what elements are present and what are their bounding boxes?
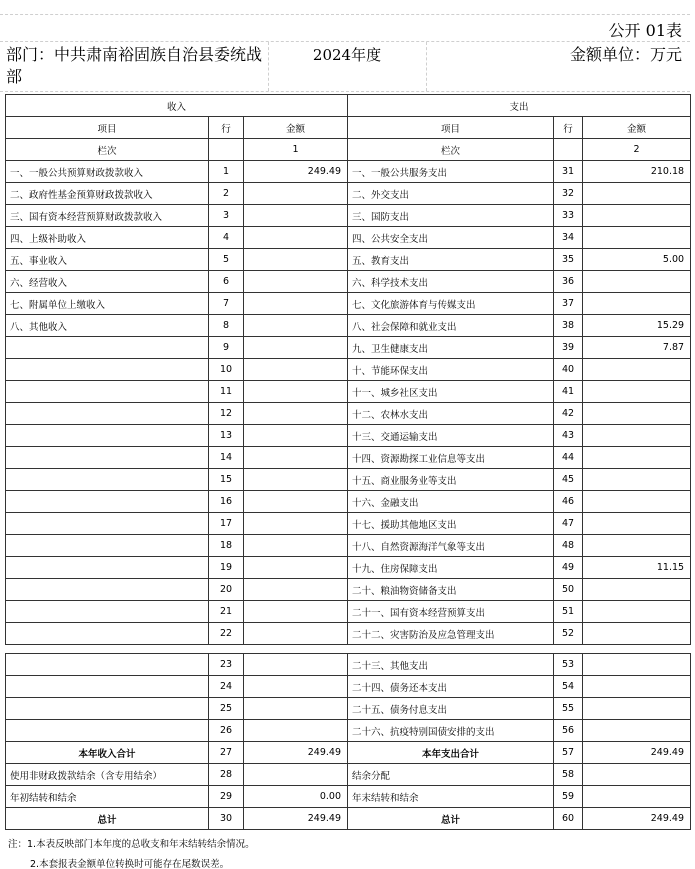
expense-amount: 249.49 xyxy=(583,742,691,764)
expense-item-name: 九、卫生健康支出 xyxy=(348,337,554,359)
expense-line-no: 52 xyxy=(554,623,583,645)
expense-amount xyxy=(583,654,691,676)
table-row xyxy=(6,161,691,183)
expense-amount: 249.49 xyxy=(583,808,691,830)
expense-item-name: 二十五、债务付息支出 xyxy=(348,698,554,720)
income-amount xyxy=(244,469,348,491)
income-item-name: 六、经营收入 xyxy=(6,271,209,293)
table-row xyxy=(6,293,691,315)
expense-amount: 15.29 xyxy=(583,315,691,337)
income-amount xyxy=(244,491,348,513)
table-row xyxy=(6,742,691,764)
income-item-name xyxy=(6,381,209,403)
note-2: 2.本套报表金额单位转换时可能存在尾数误差。 xyxy=(30,859,230,869)
income-item-name: 四、上级补助收入 xyxy=(6,227,209,249)
expense-column-no-label: 栏次 xyxy=(348,139,554,161)
income-amount xyxy=(244,623,348,645)
expense-line-no: 33 xyxy=(554,205,583,227)
income-item-name xyxy=(6,359,209,381)
table-row xyxy=(6,654,691,676)
expense-amount xyxy=(583,403,691,425)
form-code: 公开 01表 xyxy=(608,21,682,40)
expense-line-no: 50 xyxy=(554,579,583,601)
expense-line-no: 53 xyxy=(554,654,583,676)
income-line-no: 28 xyxy=(209,764,244,786)
income-line-no: 7 xyxy=(209,293,244,315)
expense-item-name: 二十四、债务还本支出 xyxy=(348,676,554,698)
expense-line-no: 44 xyxy=(554,447,583,469)
income-line-no: 14 xyxy=(209,447,244,469)
expense-line-header: 行 xyxy=(554,117,583,139)
income-amount xyxy=(244,227,348,249)
income-line-no: 25 xyxy=(209,698,244,720)
table-row xyxy=(6,698,691,720)
department-label: 部门：中共肃南裕固族自治县委统战部 xyxy=(6,45,263,86)
expense-amount xyxy=(583,579,691,601)
income-amount: 249.49 xyxy=(244,808,348,830)
expense-item-name: 总计 xyxy=(348,808,554,830)
income-amount xyxy=(244,205,348,227)
income-item-name xyxy=(6,557,209,579)
expense-line-no: 57 xyxy=(554,742,583,764)
expense-line-no: 42 xyxy=(554,403,583,425)
table-row xyxy=(6,469,691,491)
expense-item-name: 二十一、国有资本经营预算支出 xyxy=(348,601,554,623)
expense-line-no: 60 xyxy=(554,808,583,830)
income-item-name: 使用非财政拨款结余（含专用结余） xyxy=(6,764,209,786)
income-line-no: 3 xyxy=(209,205,244,227)
income-item-name xyxy=(6,601,209,623)
income-item-name: 二、政府性基金预算财政拨款收入 xyxy=(6,183,209,205)
expense-amount xyxy=(583,623,691,645)
income-amount xyxy=(244,513,348,535)
income-item-name xyxy=(6,720,209,742)
income-amount xyxy=(244,249,348,271)
income-amount xyxy=(244,557,348,579)
expense-line-no: 45 xyxy=(554,469,583,491)
expense-item-name: 年末结转和结余 xyxy=(348,786,554,808)
header-divider xyxy=(426,42,427,91)
expense-amount-header: 金额 xyxy=(583,117,691,139)
table-row xyxy=(6,381,691,403)
income-item-name: 八、其他收入 xyxy=(6,315,209,337)
expense-amount xyxy=(583,205,691,227)
expense-amount xyxy=(583,513,691,535)
income-line-no: 21 xyxy=(209,601,244,623)
income-line-no: 13 xyxy=(209,425,244,447)
expense-item-name: 结余分配 xyxy=(348,764,554,786)
expense-amount: 11.15 xyxy=(583,557,691,579)
table-row xyxy=(6,623,691,645)
income-line-header: 行 xyxy=(209,117,244,139)
income-amount-header: 金额 xyxy=(244,117,348,139)
expense-line-no: 36 xyxy=(554,271,583,293)
table-row xyxy=(6,786,691,808)
income-line-no: 18 xyxy=(209,535,244,557)
income-header: 收入 xyxy=(6,95,348,117)
table-row xyxy=(6,227,691,249)
expense-item-name: 七、文化旅游体育与传媒支出 xyxy=(348,293,554,315)
table-row xyxy=(6,676,691,698)
income-item-name: 总计 xyxy=(6,808,209,830)
income-item-header: 项目 xyxy=(6,117,209,139)
income-line-no: 22 xyxy=(209,623,244,645)
expense-line-no: 34 xyxy=(554,227,583,249)
expense-amount xyxy=(583,293,691,315)
expense-item-name: 四、公共安全支出 xyxy=(348,227,554,249)
income-amount xyxy=(244,183,348,205)
expense-line-no: 32 xyxy=(554,183,583,205)
income-line-no: 16 xyxy=(209,491,244,513)
income-amount xyxy=(244,579,348,601)
income-amount xyxy=(244,315,348,337)
expense-item-name: 本年支出合计 xyxy=(348,742,554,764)
income-line-no: 12 xyxy=(209,403,244,425)
income-item-name xyxy=(6,425,209,447)
income-line-no: 30 xyxy=(209,808,244,830)
income-item-name: 年初结转和结余 xyxy=(6,786,209,808)
table-row xyxy=(6,720,691,742)
income-line-no: 2 xyxy=(209,183,244,205)
income-line-no: 8 xyxy=(209,315,244,337)
expense-item-name: 一、一般公共服务支出 xyxy=(348,161,554,183)
income-item-name xyxy=(6,579,209,601)
expense-amount xyxy=(583,601,691,623)
report-year: 2024年度 xyxy=(312,46,382,64)
column-number-row xyxy=(6,139,691,161)
income-line-no: 27 xyxy=(209,742,244,764)
income-line-no: 9 xyxy=(209,337,244,359)
expense-amount xyxy=(583,698,691,720)
table-row xyxy=(6,808,691,830)
income-line-no: 6 xyxy=(209,271,244,293)
blank-cell xyxy=(554,139,583,161)
expense-item-name: 八、社会保障和就业支出 xyxy=(348,315,554,337)
expense-item-name: 六、科学技术支出 xyxy=(348,271,554,293)
expense-item-name: 二十二、灾害防治及应急管理支出 xyxy=(348,623,554,645)
income-line-no: 4 xyxy=(209,227,244,249)
report-header xyxy=(0,42,690,92)
income-line-no: 23 xyxy=(209,654,244,676)
expense-amount xyxy=(583,425,691,447)
table-row xyxy=(6,447,691,469)
expense-amount: 7.87 xyxy=(583,337,691,359)
expense-amount xyxy=(583,359,691,381)
income-item-name xyxy=(6,654,209,676)
expense-item-name: 二十六、抗疫特别国债安排的支出 xyxy=(348,720,554,742)
expense-item-name: 十一、城乡社区支出 xyxy=(348,381,554,403)
income-item-name: 一、一般公共预算财政拨款收入 xyxy=(6,161,209,183)
expense-amount xyxy=(583,720,691,742)
expense-line-no: 58 xyxy=(554,764,583,786)
income-column-no: 1 xyxy=(244,139,348,161)
table-row xyxy=(6,271,691,293)
income-amount xyxy=(244,403,348,425)
income-amount xyxy=(244,271,348,293)
expense-line-no: 39 xyxy=(554,337,583,359)
income-item-name xyxy=(6,623,209,645)
income-amount xyxy=(244,381,348,403)
income-amount: 249.49 xyxy=(244,742,348,764)
expense-item-name: 二、外交支出 xyxy=(348,183,554,205)
table-row xyxy=(6,183,691,205)
expense-amount xyxy=(583,786,691,808)
expense-line-no: 46 xyxy=(554,491,583,513)
expense-amount xyxy=(583,469,691,491)
income-line-no: 19 xyxy=(209,557,244,579)
amount-unit: 金额单位：万元 xyxy=(569,45,682,64)
table-row xyxy=(6,601,691,623)
expense-column-no: 2 xyxy=(583,139,691,161)
expense-amount xyxy=(583,491,691,513)
income-column-no-label: 栏次 xyxy=(6,139,209,161)
expense-line-no: 38 xyxy=(554,315,583,337)
expense-line-no: 51 xyxy=(554,601,583,623)
expense-line-no: 35 xyxy=(554,249,583,271)
income-amount xyxy=(244,447,348,469)
income-line-no: 26 xyxy=(209,720,244,742)
income-expense-table-part2 xyxy=(5,653,691,830)
income-expense-table-part1 xyxy=(5,94,691,645)
expense-item-name: 十二、农林水支出 xyxy=(348,403,554,425)
income-item-name xyxy=(6,403,209,425)
expense-line-no: 41 xyxy=(554,381,583,403)
expense-item-name: 二十、粮油物资储备支出 xyxy=(348,579,554,601)
expense-line-no: 40 xyxy=(554,359,583,381)
column-header-row xyxy=(6,117,691,139)
income-item-name xyxy=(6,447,209,469)
table-row xyxy=(6,513,691,535)
table-row xyxy=(6,359,691,381)
income-amount xyxy=(244,601,348,623)
expense-item-name: 三、国防支出 xyxy=(348,205,554,227)
expense-amount xyxy=(583,764,691,786)
expense-item-name: 十、节能环保支出 xyxy=(348,359,554,381)
table-row xyxy=(6,764,691,786)
expense-item-name: 十四、资源勘探工业信息等支出 xyxy=(348,447,554,469)
expense-amount: 5.00 xyxy=(583,249,691,271)
table-row xyxy=(6,315,691,337)
expense-line-no: 47 xyxy=(554,513,583,535)
income-amount xyxy=(244,359,348,381)
table-row xyxy=(6,425,691,447)
income-amount xyxy=(244,720,348,742)
expense-line-no: 48 xyxy=(554,535,583,557)
expense-line-no: 49 xyxy=(554,557,583,579)
income-item-name xyxy=(6,469,209,491)
income-amount: 0.00 xyxy=(244,786,348,808)
income-amount xyxy=(244,337,348,359)
expense-line-no: 31 xyxy=(554,161,583,183)
table-row xyxy=(6,337,691,359)
income-line-no: 5 xyxy=(209,249,244,271)
table-row xyxy=(6,249,691,271)
expense-line-no: 59 xyxy=(554,786,583,808)
table-row xyxy=(6,205,691,227)
income-line-no: 17 xyxy=(209,513,244,535)
income-item-name xyxy=(6,676,209,698)
income-item-name xyxy=(6,513,209,535)
expense-amount xyxy=(583,447,691,469)
income-item-name: 五、事业收入 xyxy=(6,249,209,271)
income-amount xyxy=(244,293,348,315)
expense-amount xyxy=(583,227,691,249)
income-line-no: 20 xyxy=(209,579,244,601)
income-item-name: 七、附属单位上缴收入 xyxy=(6,293,209,315)
expense-line-no: 55 xyxy=(554,698,583,720)
expense-item-name: 十六、金融支出 xyxy=(348,491,554,513)
form-code-bar xyxy=(0,14,690,42)
expense-amount: 210.18 xyxy=(583,161,691,183)
table-row xyxy=(6,557,691,579)
section-header-row xyxy=(6,95,691,117)
table-row xyxy=(6,491,691,513)
table-row xyxy=(6,403,691,425)
expense-item-header: 项目 xyxy=(348,117,554,139)
expense-amount xyxy=(583,271,691,293)
income-line-no: 24 xyxy=(209,676,244,698)
income-amount xyxy=(244,654,348,676)
income-amount xyxy=(244,764,348,786)
income-line-no: 15 xyxy=(209,469,244,491)
income-item-name xyxy=(6,491,209,513)
table-row xyxy=(6,579,691,601)
income-amount xyxy=(244,698,348,720)
income-item-name: 三、国有资本经营预算财政拨款收入 xyxy=(6,205,209,227)
income-line-no: 1 xyxy=(209,161,244,183)
income-line-no: 10 xyxy=(209,359,244,381)
expense-item-name: 十三、交通运输支出 xyxy=(348,425,554,447)
expense-item-name: 十八、自然资源海洋气象等支出 xyxy=(348,535,554,557)
expense-amount xyxy=(583,381,691,403)
income-line-no: 29 xyxy=(209,786,244,808)
expense-item-name: 十九、住房保障支出 xyxy=(348,557,554,579)
income-amount xyxy=(244,425,348,447)
income-item-name xyxy=(6,698,209,720)
blank-cell xyxy=(209,139,244,161)
income-item-name: 本年收入合计 xyxy=(6,742,209,764)
income-amount xyxy=(244,676,348,698)
expense-amount xyxy=(583,183,691,205)
expense-header: 支出 xyxy=(348,95,691,117)
expense-amount xyxy=(583,535,691,557)
expense-line-no: 43 xyxy=(554,425,583,447)
income-amount xyxy=(244,535,348,557)
expense-line-no: 56 xyxy=(554,720,583,742)
note-1: 注：1.本表反映部门本年度的总收支和年末结转结余情况。 xyxy=(8,839,255,850)
income-item-name xyxy=(6,337,209,359)
expense-item-name: 十五、商业服务业等支出 xyxy=(348,469,554,491)
expense-item-name: 十七、援助其他地区支出 xyxy=(348,513,554,535)
income-amount: 249.49 xyxy=(244,161,348,183)
expense-amount xyxy=(583,676,691,698)
expense-line-no: 37 xyxy=(554,293,583,315)
expense-item-name: 五、教育支出 xyxy=(348,249,554,271)
income-item-name xyxy=(6,535,209,557)
expense-line-no: 54 xyxy=(554,676,583,698)
expense-item-name: 二十三、其他支出 xyxy=(348,654,554,676)
income-line-no: 11 xyxy=(209,381,244,403)
table-row xyxy=(6,535,691,557)
